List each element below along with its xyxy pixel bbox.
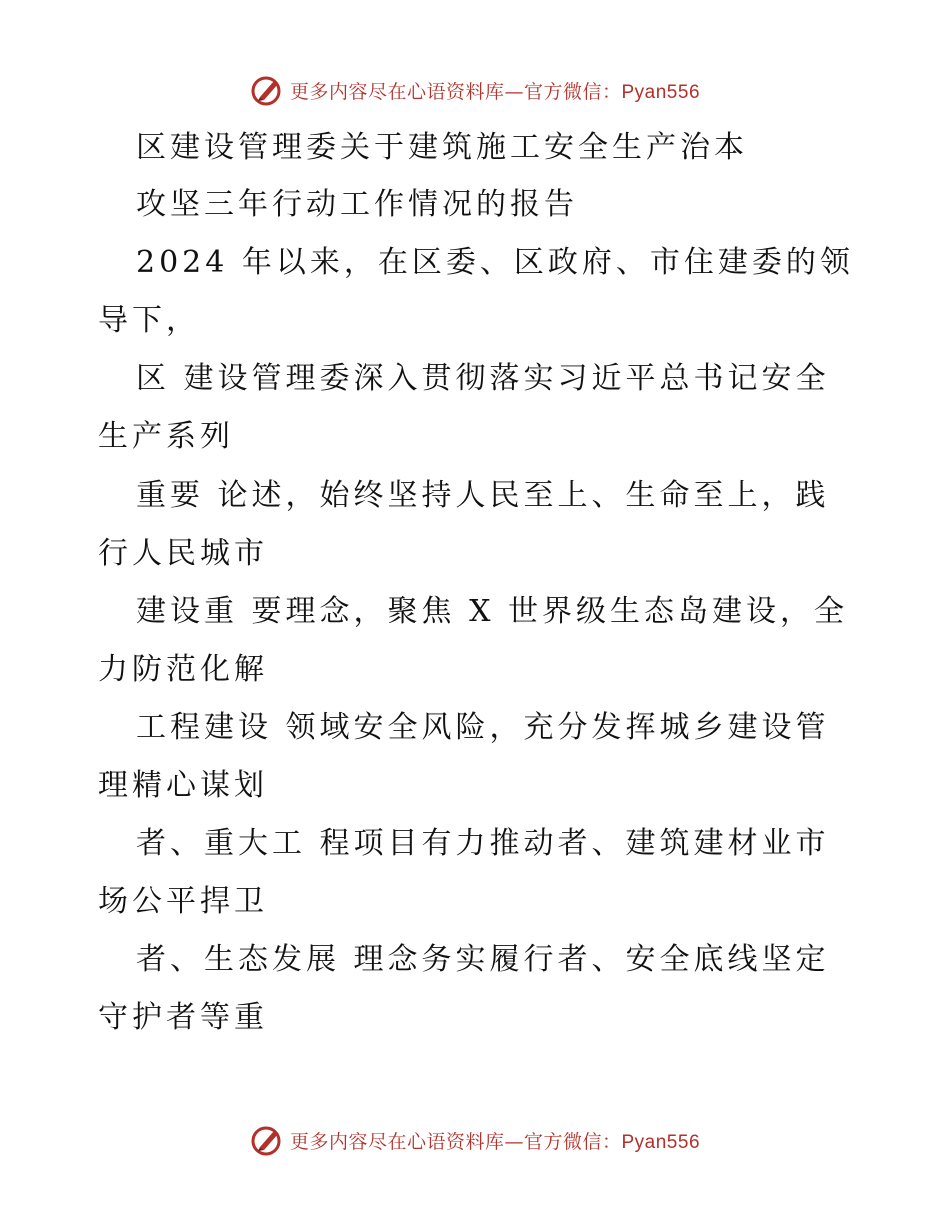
paragraph-line: 生产系列: [98, 419, 234, 454]
paragraph-line: 者、生态发展 理念务实履行者、安全底线坚定: [136, 942, 830, 977]
paragraph-line: 2024 年以来，在区委、区政府、市住建委的领: [136, 245, 854, 280]
paragraph-line: 者、重大工 程项目有力推动者、建筑建材业市: [136, 826, 830, 861]
watermark-footer: [0, 1120, 950, 1160]
paragraph-line: 行人民城市: [98, 536, 268, 571]
document-title-line-1: 区建设管理委关于建筑施工安全生产治本: [136, 130, 748, 165]
paragraph-line: 建设重 要理念，聚焦 X 世界级生态岛建设，全: [136, 594, 848, 629]
paragraph-line: 理精心谋划: [98, 768, 268, 803]
paragraph-line: 工程建设 领域安全风险，充分发挥城乡建设管: [136, 710, 830, 745]
paragraph-line: 区 建设管理委深入贯彻落实习近平总书记安全: [136, 361, 830, 396]
paragraph-line: 力防范化解: [98, 652, 268, 687]
pen-logo-icon: [250, 1123, 284, 1157]
watermark-header: [0, 70, 950, 110]
paragraph-line: 守护者等重: [98, 1000, 268, 1035]
document-title-line-2: 攻坚三年行动工作情况的报告: [136, 187, 578, 222]
watermark-text: 更多内容尽在心语资料库—官方微信：Pyan556: [289, 1130, 701, 1153]
paragraph-line: 场公平捍卫: [98, 884, 268, 919]
pen-logo-icon: [250, 73, 284, 107]
paragraph-line: 重要 论述，始终坚持人民至上、生命至上，践: [136, 478, 830, 513]
watermark-text: 更多内容尽在心语资料库—官方微信：Pyan556: [289, 80, 701, 103]
paragraph-line: 导下，: [98, 303, 200, 338]
